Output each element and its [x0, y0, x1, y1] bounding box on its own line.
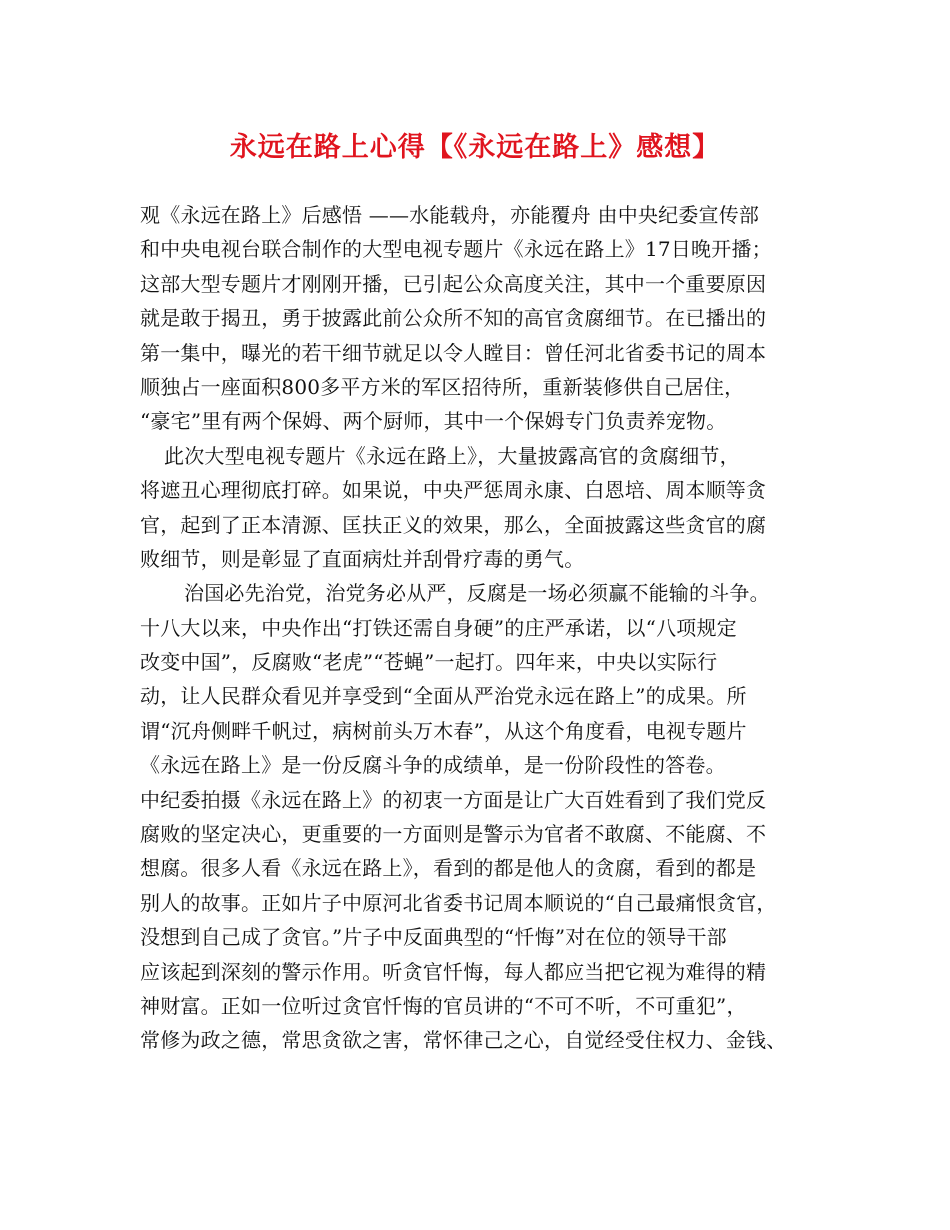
body-line: 别人的故事。正如片子中原河北省委书记周本顺说的“自己最痛恨贪官，	[140, 890, 777, 915]
body-line: 这部大型专题片才刚刚开播，已引起公众高度关注，其中一个重要原因	[140, 271, 767, 296]
body-line: 治国必先治党，治党务必从严，反腐是一场必须赢不能输的斗争。	[184, 581, 770, 606]
body-line: 和中央电视台联合制作的大型电视专题片《永远在路上》17日晚开播；	[140, 237, 772, 262]
body-line: 败细节，则是彰显了直面病灶并刮骨疗毒的勇气。	[140, 546, 585, 571]
body-line: 应该起到深刻的警示作用。听贪官忏悔，每人都应当把它视为难得的精	[140, 959, 767, 984]
body-line: 神财富。正如一位听过贪官忏悔的官员讲的“不可不听，不可重犯”，	[140, 993, 747, 1018]
body-line: 中纪委拍摄《永远在路上》的初衷一方面是让广大百姓看到了我们党反	[140, 787, 767, 812]
body-line: 顺独占一座面积800多平方米的军区招待所，重新装修供自己居住，	[140, 374, 745, 399]
body-line: 常修为政之德，常思贪欲之害，常怀律己之心，自觉经受住权力、金钱、	[140, 1028, 787, 1053]
body-line: 观《永远在路上》后感悟 ——水能载舟，亦能覆舟 由中央纪委宣传部	[140, 203, 760, 227]
body-line: 腐败的坚定决心，更重要的一方面则是警示为官者不敢腐、不能腐、不	[140, 822, 767, 847]
body-line: 《永远在路上》是一份反腐斗争的成绩单，是一份阶段性的答卷。	[140, 753, 726, 778]
document-body	[140, 198, 830, 1058]
document-title: 永远在路上心得【《永远在路上》感想】	[229, 132, 721, 163]
body-line: 动，让人民群众看见并享受到“全面从严治党永远在路上”的成果。所	[140, 684, 747, 709]
body-line: 十八大以来，中央作出“打铁还需自身硬”的庄严承诺，以“八项规定	[140, 615, 737, 640]
body-line: 第一集中，曝光的若干细节就足以令人瞠目：曾任河北省委书记的周本	[140, 340, 767, 365]
body-line: 官，起到了正本清源、匡扶正义的效果，那么，全面披露这些贪官的腐	[140, 512, 767, 537]
body-line: 想腐。很多人看《永远在路上》，看到的都是他人的贪腐，看到的都是	[140, 856, 757, 881]
body-line: 没想到自己成了贪官。”片子中反面典型的“忏悔”对在位的领导干部	[140, 925, 727, 950]
body-line: 此次大型电视专题片《永远在路上》，大量披露高官的贪腐细节，	[164, 443, 740, 468]
body-line: 改变中国”，反腐败“老虎”“苍蝇”一起打。四年来，中央以实际行	[140, 650, 718, 675]
body-line: “豪宅”里有两个保姆、两个厨师，其中一个保姆专门负责养宠物。	[140, 409, 727, 434]
body-line: 谓“沉舟侧畔千帆过，病树前头万木春”，从这个角度看，电视专题片	[140, 718, 747, 743]
body-line: 就是敢于揭丑，勇于披露此前公众所不知的高官贪腐细节。在已播出的	[140, 306, 767, 331]
body-line: 将遮丑心理彻底打碎。如果说，中央严惩周永康、白恩培、周本顺等贪	[140, 478, 767, 503]
